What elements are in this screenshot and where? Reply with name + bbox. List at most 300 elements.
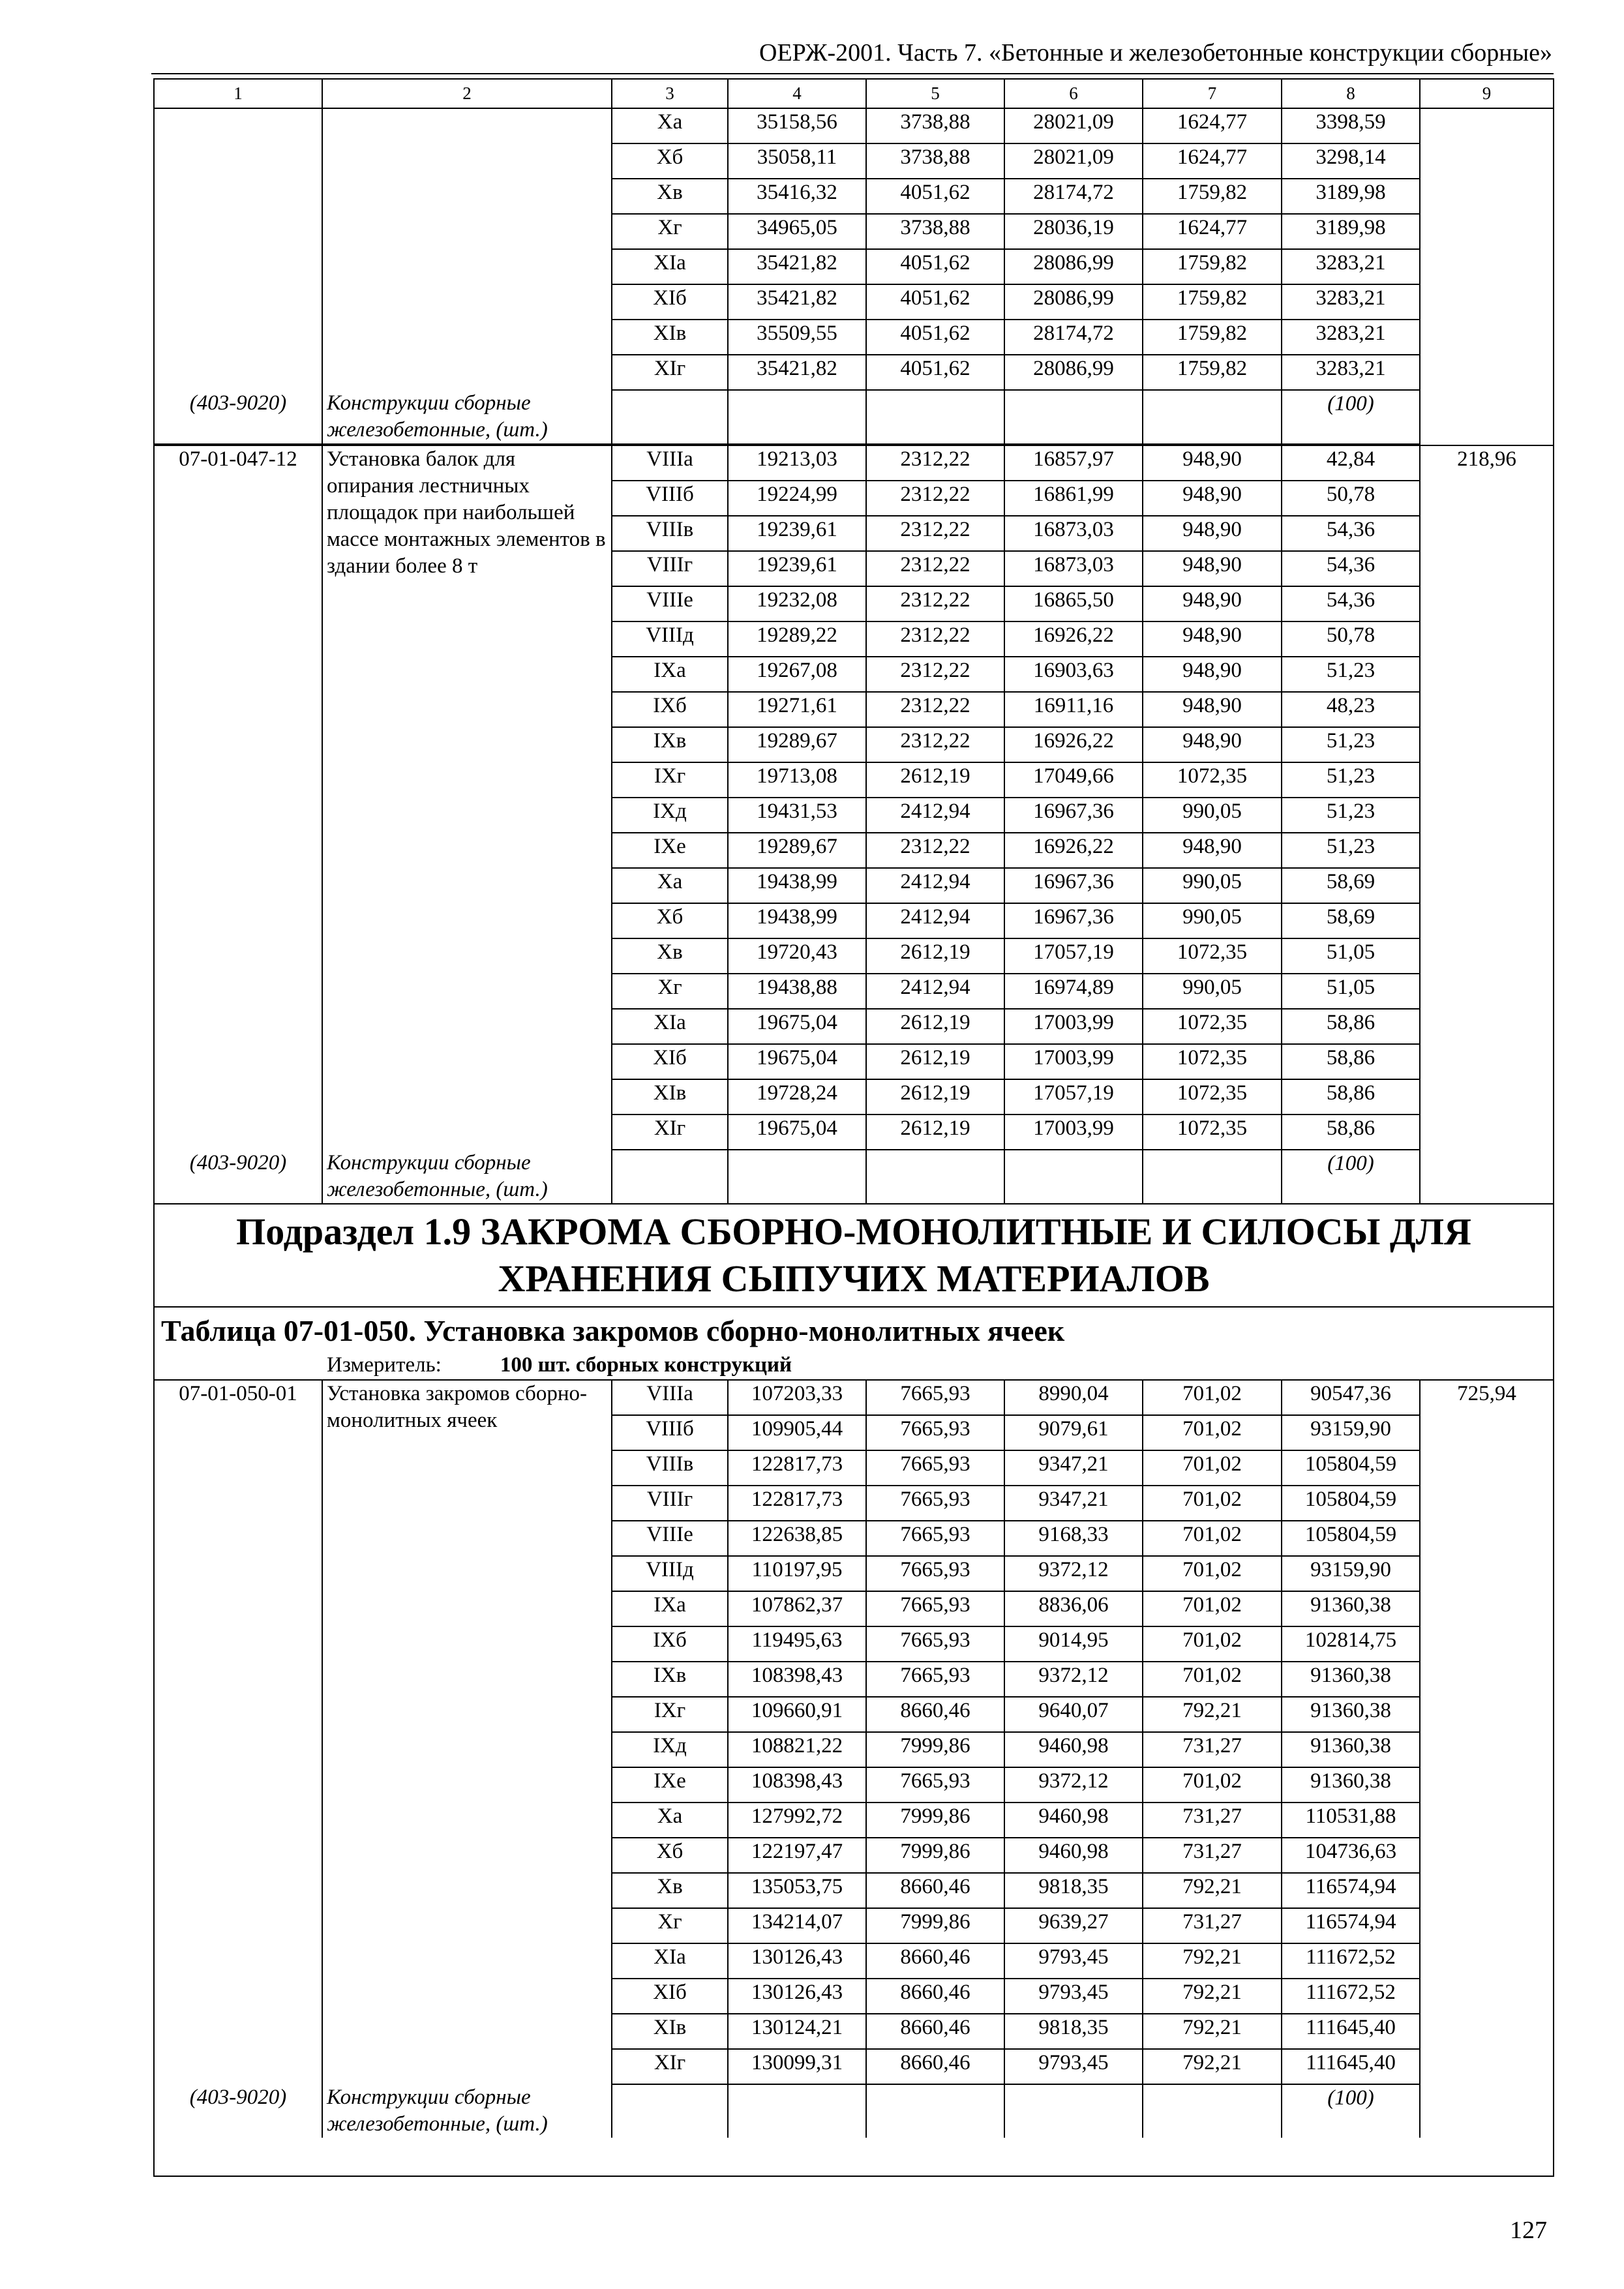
rate-code bbox=[155, 109, 322, 390]
total-cost-cell: 35421,82 bbox=[728, 249, 866, 284]
total-cost-cell: 19239,61 bbox=[728, 551, 866, 586]
drivers-wages-cell: 701,02 bbox=[1143, 1767, 1282, 1803]
drivers-wages-cell: 948,90 bbox=[1143, 481, 1282, 516]
machines-cell: 16861,99 bbox=[1004, 481, 1143, 516]
machines-cell: 16865,50 bbox=[1004, 586, 1143, 621]
materials-cell: 3398,59 bbox=[1282, 109, 1420, 143]
subsection-title-line-1: Подраздел 1.9 ЗАКРОМА СБОРНО-МОНОЛИТНЫЕ И СИЛОСЫ ДЛЯ bbox=[236, 1210, 1471, 1253]
rate-block-continuation bbox=[155, 109, 1553, 445]
drivers-wages-cell: 731,27 bbox=[1143, 1803, 1282, 1838]
drivers-wages-cell: 948,90 bbox=[1143, 833, 1282, 868]
total-cost-cell: 19267,08 bbox=[728, 657, 866, 692]
empty-cell bbox=[866, 1150, 1004, 1203]
wages-cell: 2312,22 bbox=[866, 481, 1004, 516]
machines-cell: 9079,61 bbox=[1004, 1415, 1143, 1450]
unit-label: Измеритель: bbox=[327, 1353, 442, 1377]
materials-cell: 54,36 bbox=[1282, 516, 1420, 551]
wages-cell: 8660,46 bbox=[866, 2049, 1004, 2084]
empty-cell bbox=[866, 390, 1004, 444]
page-number: 127 bbox=[1510, 2217, 1547, 2244]
total-cost-cell: 19728,24 bbox=[728, 1079, 866, 1115]
material-footer-row bbox=[155, 390, 1553, 444]
materials-cell: 116574,94 bbox=[1282, 1908, 1420, 1943]
drivers-wages-cell: 731,27 bbox=[1143, 1838, 1282, 1873]
wages-cell: 7665,93 bbox=[866, 1450, 1004, 1486]
subsection-title bbox=[155, 1203, 1553, 1308]
zone-cell: XIв bbox=[612, 320, 728, 355]
zone-cell: VIIIe bbox=[612, 1521, 728, 1556]
empty-cell bbox=[612, 390, 728, 444]
zone-cell: XIг bbox=[612, 1115, 728, 1150]
drivers-wages-cell: 701,02 bbox=[1143, 1450, 1282, 1486]
empty-cell bbox=[1004, 2084, 1143, 2138]
machines-cell: 16926,22 bbox=[1004, 727, 1143, 762]
machines-cell: 28021,09 bbox=[1004, 143, 1143, 179]
zone-cell: XIб bbox=[612, 284, 728, 320]
zone-cell: Xв bbox=[612, 179, 728, 214]
drivers-wages-cell: 990,05 bbox=[1143, 868, 1282, 903]
total-cost-cell: 19289,22 bbox=[728, 621, 866, 657]
wages-cell: 7999,86 bbox=[866, 1838, 1004, 1873]
material-code: (403-9020) bbox=[155, 2084, 322, 2138]
machines-cell: 9818,35 bbox=[1004, 1873, 1143, 1908]
drivers-wages-cell: 1759,82 bbox=[1143, 284, 1282, 320]
machines-cell: 16873,03 bbox=[1004, 516, 1143, 551]
wages-cell: 4051,62 bbox=[866, 355, 1004, 390]
total-cost-cell: 107203,33 bbox=[728, 1381, 866, 1415]
materials-cell: 54,36 bbox=[1282, 586, 1420, 621]
wages-cell: 2612,19 bbox=[866, 1009, 1004, 1044]
rate-block-07-01-047-12 bbox=[155, 445, 1553, 1203]
machines-cell: 9347,21 bbox=[1004, 1486, 1143, 1521]
materials-cell: 58,86 bbox=[1282, 1079, 1420, 1115]
wages-cell: 2412,94 bbox=[866, 974, 1004, 1009]
wages-cell: 4051,62 bbox=[866, 284, 1004, 320]
column-number: 8 bbox=[1282, 80, 1420, 108]
drivers-wages-cell: 792,21 bbox=[1143, 2014, 1282, 2049]
drivers-wages-cell: 792,21 bbox=[1143, 1873, 1282, 1908]
table-row bbox=[155, 109, 1553, 143]
machines-cell: 28086,99 bbox=[1004, 249, 1143, 284]
empty-cell bbox=[866, 2084, 1004, 2138]
zone-cell: VIIIд bbox=[612, 621, 728, 657]
machines-cell: 28086,99 bbox=[1004, 284, 1143, 320]
labor-cost-cell: 725,94 bbox=[1420, 1381, 1553, 2138]
materials-cell: 51,05 bbox=[1282, 938, 1420, 974]
total-cost-cell: 35509,55 bbox=[728, 320, 866, 355]
wages-cell: 7665,93 bbox=[866, 1415, 1004, 1450]
drivers-wages-cell: 731,27 bbox=[1143, 1908, 1282, 1943]
drivers-wages-cell: 1072,35 bbox=[1143, 1044, 1282, 1079]
wages-cell: 2312,22 bbox=[866, 586, 1004, 621]
total-cost-cell: 122197,47 bbox=[728, 1838, 866, 1873]
total-cost-cell: 19675,04 bbox=[728, 1115, 866, 1150]
wages-cell: 7665,93 bbox=[866, 1591, 1004, 1626]
zone-cell: Xa bbox=[612, 109, 728, 143]
empty-cell bbox=[612, 2084, 728, 2138]
materials-cell: 51,23 bbox=[1282, 762, 1420, 798]
zone-cell: IXa bbox=[612, 1591, 728, 1626]
total-cost-cell: 130099,31 bbox=[728, 2049, 866, 2084]
material-name: Конструкции сборные железобетонные, (шт.) bbox=[322, 2084, 612, 2138]
material-footer-row bbox=[155, 2084, 1553, 2138]
wages-cell: 2312,22 bbox=[866, 833, 1004, 868]
machines-cell: 28036,19 bbox=[1004, 214, 1143, 249]
materials-cell: 3283,21 bbox=[1282, 249, 1420, 284]
total-cost-cell: 19675,04 bbox=[728, 1009, 866, 1044]
total-cost-cell: 19713,08 bbox=[728, 762, 866, 798]
materials-cell: 91360,38 bbox=[1282, 1697, 1420, 1732]
column-number: 9 bbox=[1420, 80, 1553, 108]
drivers-wages-cell: 990,05 bbox=[1143, 903, 1282, 938]
drivers-wages-cell: 1624,77 bbox=[1143, 143, 1282, 179]
wages-cell: 8660,46 bbox=[866, 1979, 1004, 2014]
drivers-wages-cell: 701,02 bbox=[1143, 1521, 1282, 1556]
drivers-wages-cell: 701,02 bbox=[1143, 1486, 1282, 1521]
machines-cell: 16967,36 bbox=[1004, 798, 1143, 833]
total-cost-cell: 110197,95 bbox=[728, 1556, 866, 1591]
materials-cell: 58,86 bbox=[1282, 1009, 1420, 1044]
wages-cell: 2612,19 bbox=[866, 938, 1004, 974]
total-cost-cell: 19431,53 bbox=[728, 798, 866, 833]
total-cost-cell: 19289,67 bbox=[728, 833, 866, 868]
materials-cell: 51,23 bbox=[1282, 727, 1420, 762]
drivers-wages-cell: 948,90 bbox=[1143, 516, 1282, 551]
total-cost-cell: 19232,08 bbox=[728, 586, 866, 621]
wages-cell: 2412,94 bbox=[866, 868, 1004, 903]
wages-cell: 8660,46 bbox=[866, 1697, 1004, 1732]
materials-cell: 58,69 bbox=[1282, 868, 1420, 903]
wages-cell: 7665,93 bbox=[866, 1486, 1004, 1521]
material-code: (403-9020) bbox=[155, 390, 322, 444]
zone-cell: XIб bbox=[612, 1044, 728, 1079]
wages-cell: 7665,93 bbox=[866, 1626, 1004, 1662]
materials-cell: 42,84 bbox=[1282, 445, 1420, 481]
column-number: 5 bbox=[866, 80, 1004, 108]
machines-cell: 8990,04 bbox=[1004, 1381, 1143, 1415]
wages-cell: 2412,94 bbox=[866, 903, 1004, 938]
empty-cell bbox=[1143, 1150, 1282, 1203]
work-name: Установка закромов сборно-монолитных ячеек bbox=[322, 1381, 612, 2084]
total-cost-cell: 107862,37 bbox=[728, 1591, 866, 1626]
column-numbers-row bbox=[155, 80, 1553, 108]
subsection-title-line-2: ХРАНЕНИЯ СЫПУЧИХ МАТЕРИАЛОВ bbox=[498, 1257, 1210, 1300]
zone-cell: VIIIe bbox=[612, 586, 728, 621]
materials-cell: 93159,90 bbox=[1282, 1415, 1420, 1450]
machines-cell: 17049,66 bbox=[1004, 762, 1143, 798]
total-cost-cell: 35058,11 bbox=[728, 143, 866, 179]
materials-cell: 3189,98 bbox=[1282, 179, 1420, 214]
total-cost-cell: 127992,72 bbox=[728, 1803, 866, 1838]
machines-cell: 9372,12 bbox=[1004, 1662, 1143, 1697]
drivers-wages-cell: 1759,82 bbox=[1143, 355, 1282, 390]
drivers-wages-cell: 990,05 bbox=[1143, 798, 1282, 833]
machines-cell: 16926,22 bbox=[1004, 621, 1143, 657]
drivers-wages-cell: 990,05 bbox=[1143, 974, 1282, 1009]
machines-cell: 9347,21 bbox=[1004, 1450, 1143, 1486]
materials-cell: 58,86 bbox=[1282, 1115, 1420, 1150]
zone-cell: VIIIб bbox=[612, 1415, 728, 1450]
total-cost-cell: 119495,63 bbox=[728, 1626, 866, 1662]
table-row bbox=[155, 445, 1553, 481]
labor-cost-cell: 218,96 bbox=[1420, 445, 1553, 1203]
machines-cell: 16911,16 bbox=[1004, 692, 1143, 727]
total-cost-cell: 35421,82 bbox=[728, 355, 866, 390]
zone-cell: Xa bbox=[612, 868, 728, 903]
zone-cell: Xв bbox=[612, 1873, 728, 1908]
materials-cell: 91360,38 bbox=[1282, 1767, 1420, 1803]
table-title: Таблица 07-01-050. Установка закромов сборно-монолитных ячеек bbox=[161, 1314, 1065, 1347]
unit-of-measure bbox=[155, 1351, 1553, 1381]
drivers-wages-cell: 701,02 bbox=[1143, 1415, 1282, 1450]
materials-cell: 3189,98 bbox=[1282, 214, 1420, 249]
drivers-wages-cell: 792,21 bbox=[1143, 2049, 1282, 2084]
drivers-wages-cell: 948,90 bbox=[1143, 586, 1282, 621]
materials-cell: 3298,14 bbox=[1282, 143, 1420, 179]
wages-cell: 7665,93 bbox=[866, 1381, 1004, 1415]
wages-cell: 2312,22 bbox=[866, 621, 1004, 657]
zone-cell: Xг bbox=[612, 214, 728, 249]
drivers-wages-cell: 948,90 bbox=[1143, 657, 1282, 692]
column-number: 1 bbox=[155, 80, 322, 108]
machines-cell: 9460,98 bbox=[1004, 1732, 1143, 1767]
labor-cost-cell bbox=[1420, 109, 1553, 444]
materials-cell: 111672,52 bbox=[1282, 1979, 1420, 2014]
drivers-wages-cell: 1072,35 bbox=[1143, 938, 1282, 974]
total-cost-cell: 19438,88 bbox=[728, 974, 866, 1009]
drivers-wages-cell: 731,27 bbox=[1143, 1732, 1282, 1767]
empty-cell bbox=[612, 1150, 728, 1203]
machines-cell: 9818,35 bbox=[1004, 2014, 1143, 2049]
total-cost-cell: 122817,73 bbox=[728, 1486, 866, 1521]
zone-cell: IXб bbox=[612, 692, 728, 727]
machines-cell: 16926,22 bbox=[1004, 833, 1143, 868]
materials-cell: 90547,36 bbox=[1282, 1381, 1420, 1415]
total-cost-cell: 122638,85 bbox=[728, 1521, 866, 1556]
drivers-wages-cell: 701,02 bbox=[1143, 1591, 1282, 1626]
machines-cell: 28021,09 bbox=[1004, 109, 1143, 143]
machines-cell: 9793,45 bbox=[1004, 1943, 1143, 1979]
drivers-wages-cell: 701,02 bbox=[1143, 1662, 1282, 1697]
drivers-wages-cell: 1624,77 bbox=[1143, 109, 1282, 143]
zone-cell: XIв bbox=[612, 2014, 728, 2049]
materials-cell: 3283,21 bbox=[1282, 355, 1420, 390]
wages-cell: 3738,88 bbox=[866, 214, 1004, 249]
machines-cell: 17003,99 bbox=[1004, 1044, 1143, 1079]
empty-cell bbox=[728, 1150, 866, 1203]
total-cost-cell: 122817,73 bbox=[728, 1450, 866, 1486]
zone-cell: VIIIa bbox=[612, 1381, 728, 1415]
machines-cell: 9793,45 bbox=[1004, 2049, 1143, 2084]
materials-cell: 104736,63 bbox=[1282, 1838, 1420, 1873]
column-number: 6 bbox=[1004, 80, 1143, 108]
materials-cell: 111645,40 bbox=[1282, 2049, 1420, 2084]
page-header: ОЕРЖ-2001. Часть 7. «Бетонные и железобетонные конструкции сборные» bbox=[759, 39, 1552, 67]
zone-cell: IXд bbox=[612, 798, 728, 833]
drivers-wages-cell: 701,02 bbox=[1143, 1626, 1282, 1662]
materials-cell: 105804,59 bbox=[1282, 1450, 1420, 1486]
machines-cell: 16967,36 bbox=[1004, 903, 1143, 938]
zone-cell: IXв bbox=[612, 727, 728, 762]
machines-cell: 16903,63 bbox=[1004, 657, 1143, 692]
zone-cell: XIб bbox=[612, 1979, 728, 2014]
total-cost-cell: 19224,99 bbox=[728, 481, 866, 516]
wages-cell: 7665,93 bbox=[866, 1767, 1004, 1803]
machines-cell: 8836,06 bbox=[1004, 1591, 1143, 1626]
total-cost-cell: 19720,43 bbox=[728, 938, 866, 974]
zone-cell: IXe bbox=[612, 833, 728, 868]
drivers-wages-cell: 948,90 bbox=[1143, 727, 1282, 762]
wages-cell: 7665,93 bbox=[866, 1662, 1004, 1697]
drivers-wages-cell: 1072,35 bbox=[1143, 1115, 1282, 1150]
zone-cell: Xб bbox=[612, 903, 728, 938]
materials-cell: 3283,21 bbox=[1282, 284, 1420, 320]
wages-cell: 8660,46 bbox=[866, 1943, 1004, 1979]
zone-cell: VIIIв bbox=[612, 1450, 728, 1486]
wages-cell: 4051,62 bbox=[866, 249, 1004, 284]
machines-cell: 17003,99 bbox=[1004, 1009, 1143, 1044]
wages-cell: 7999,86 bbox=[866, 1732, 1004, 1767]
total-cost-cell: 19271,61 bbox=[728, 692, 866, 727]
machines-cell: 28174,72 bbox=[1004, 179, 1143, 214]
column-number: 4 bbox=[728, 80, 866, 108]
drivers-wages-cell: 701,02 bbox=[1143, 1381, 1282, 1415]
total-cost-cell: 108398,43 bbox=[728, 1767, 866, 1803]
materials-cell: 58,86 bbox=[1282, 1044, 1420, 1079]
empty-cell bbox=[728, 390, 866, 444]
material-footer-row bbox=[155, 1150, 1553, 1203]
rate-code: 07-01-047-12 bbox=[155, 445, 322, 1150]
zone-cell: Xб bbox=[612, 1838, 728, 1873]
materials-cell: 3283,21 bbox=[1282, 320, 1420, 355]
material-quantity: (100) bbox=[1282, 390, 1420, 444]
materials-cell: 51,23 bbox=[1282, 798, 1420, 833]
material-quantity: (100) bbox=[1282, 2084, 1420, 2138]
wages-cell: 4051,62 bbox=[866, 179, 1004, 214]
machines-cell: 28174,72 bbox=[1004, 320, 1143, 355]
zone-cell: VIIIб bbox=[612, 481, 728, 516]
total-cost-cell: 35416,32 bbox=[728, 179, 866, 214]
total-cost-cell: 34965,05 bbox=[728, 214, 866, 249]
materials-cell: 48,23 bbox=[1282, 692, 1420, 727]
materials-cell: 102814,75 bbox=[1282, 1626, 1420, 1662]
columns-header-table bbox=[155, 80, 1553, 109]
total-cost-cell: 19239,61 bbox=[728, 516, 866, 551]
wages-cell: 2312,22 bbox=[866, 516, 1004, 551]
wages-cell: 7665,93 bbox=[866, 1556, 1004, 1591]
wages-cell: 3738,88 bbox=[866, 109, 1004, 143]
zone-cell: VIIIв bbox=[612, 516, 728, 551]
machines-cell: 16857,97 bbox=[1004, 445, 1143, 481]
materials-cell: 110531,88 bbox=[1282, 1803, 1420, 1838]
total-cost-cell: 19289,67 bbox=[728, 727, 866, 762]
machines-cell: 9014,95 bbox=[1004, 1626, 1143, 1662]
drivers-wages-cell: 1072,35 bbox=[1143, 1079, 1282, 1115]
machines-cell: 28086,99 bbox=[1004, 355, 1143, 390]
materials-cell: 105804,59 bbox=[1282, 1486, 1420, 1521]
empty-cell bbox=[1004, 390, 1143, 444]
total-cost-cell: 134214,07 bbox=[728, 1908, 866, 1943]
wages-cell: 2312,22 bbox=[866, 551, 1004, 586]
rate-code: 07-01-050-01 bbox=[155, 1381, 322, 2084]
wages-cell: 7999,86 bbox=[866, 1803, 1004, 1838]
column-number: 7 bbox=[1143, 80, 1282, 108]
zone-cell: IXб bbox=[612, 1626, 728, 1662]
table-row bbox=[155, 1381, 1553, 1415]
drivers-wages-cell: 792,21 bbox=[1143, 1697, 1282, 1732]
drivers-wages-cell: 1072,35 bbox=[1143, 1009, 1282, 1044]
materials-cell: 111645,40 bbox=[1282, 2014, 1420, 2049]
drivers-wages-cell: 792,21 bbox=[1143, 1979, 1282, 2014]
machines-cell: 16974,89 bbox=[1004, 974, 1143, 1009]
zone-cell: VIIIг bbox=[612, 1486, 728, 1521]
machines-cell: 16873,03 bbox=[1004, 551, 1143, 586]
material-code: (403-9020) bbox=[155, 1150, 322, 1203]
machines-cell: 9168,33 bbox=[1004, 1521, 1143, 1556]
wages-cell: 2312,22 bbox=[866, 692, 1004, 727]
wages-cell: 7999,86 bbox=[866, 1908, 1004, 1943]
wages-cell: 2612,19 bbox=[866, 1044, 1004, 1079]
materials-cell: 50,78 bbox=[1282, 481, 1420, 516]
zone-cell: XIa bbox=[612, 249, 728, 284]
machines-cell: 17057,19 bbox=[1004, 938, 1143, 974]
materials-cell: 58,69 bbox=[1282, 903, 1420, 938]
drivers-wages-cell: 1759,82 bbox=[1143, 179, 1282, 214]
rates-table-frame bbox=[153, 78, 1554, 2177]
work-name: Установка балок для опирания лестничных площадок при наибольшей массе монтажных элементов в здании более 8 т bbox=[322, 445, 612, 1150]
rate-block-07-01-050-01 bbox=[155, 1381, 1553, 2138]
zone-cell: IXв bbox=[612, 1662, 728, 1697]
wages-cell: 2612,19 bbox=[866, 1115, 1004, 1150]
materials-cell: 105804,59 bbox=[1282, 1521, 1420, 1556]
wages-cell: 4051,62 bbox=[866, 320, 1004, 355]
wages-cell: 3738,88 bbox=[866, 143, 1004, 179]
materials-cell: 111672,52 bbox=[1282, 1943, 1420, 1979]
total-cost-cell: 109660,91 bbox=[728, 1697, 866, 1732]
drivers-wages-cell: 792,21 bbox=[1143, 1943, 1282, 1979]
total-cost-cell: 35421,82 bbox=[728, 284, 866, 320]
zone-cell: XIa bbox=[612, 1943, 728, 1979]
machines-cell: 9372,12 bbox=[1004, 1767, 1143, 1803]
total-cost-cell: 130126,43 bbox=[728, 1943, 866, 1979]
wages-cell: 2612,19 bbox=[866, 1079, 1004, 1115]
total-cost-cell: 35158,56 bbox=[728, 109, 866, 143]
machines-cell: 9640,07 bbox=[1004, 1697, 1143, 1732]
zone-cell: Xб bbox=[612, 143, 728, 179]
empty-cell bbox=[1143, 390, 1282, 444]
machines-cell: 9372,12 bbox=[1004, 1556, 1143, 1591]
zone-cell: Xг bbox=[612, 974, 728, 1009]
empty-cell bbox=[1143, 2084, 1282, 2138]
zone-cell: IXг bbox=[612, 1697, 728, 1732]
total-cost-cell: 19675,04 bbox=[728, 1044, 866, 1079]
wages-cell: 8660,46 bbox=[866, 2014, 1004, 2049]
machines-cell: 17003,99 bbox=[1004, 1115, 1143, 1150]
header-rule bbox=[151, 73, 1554, 74]
zone-cell: IXe bbox=[612, 1767, 728, 1803]
zone-cell: XIa bbox=[612, 1009, 728, 1044]
drivers-wages-cell: 948,90 bbox=[1143, 692, 1282, 727]
total-cost-cell: 130124,21 bbox=[728, 2014, 866, 2049]
drivers-wages-cell: 1759,82 bbox=[1143, 249, 1282, 284]
machines-cell: 9793,45 bbox=[1004, 1979, 1143, 2014]
machines-cell: 9639,27 bbox=[1004, 1908, 1143, 1943]
zone-cell: VIIIг bbox=[612, 551, 728, 586]
drivers-wages-cell: 948,90 bbox=[1143, 551, 1282, 586]
empty-cell bbox=[1004, 1150, 1143, 1203]
materials-cell: 51,23 bbox=[1282, 657, 1420, 692]
column-number: 2 bbox=[322, 80, 612, 108]
